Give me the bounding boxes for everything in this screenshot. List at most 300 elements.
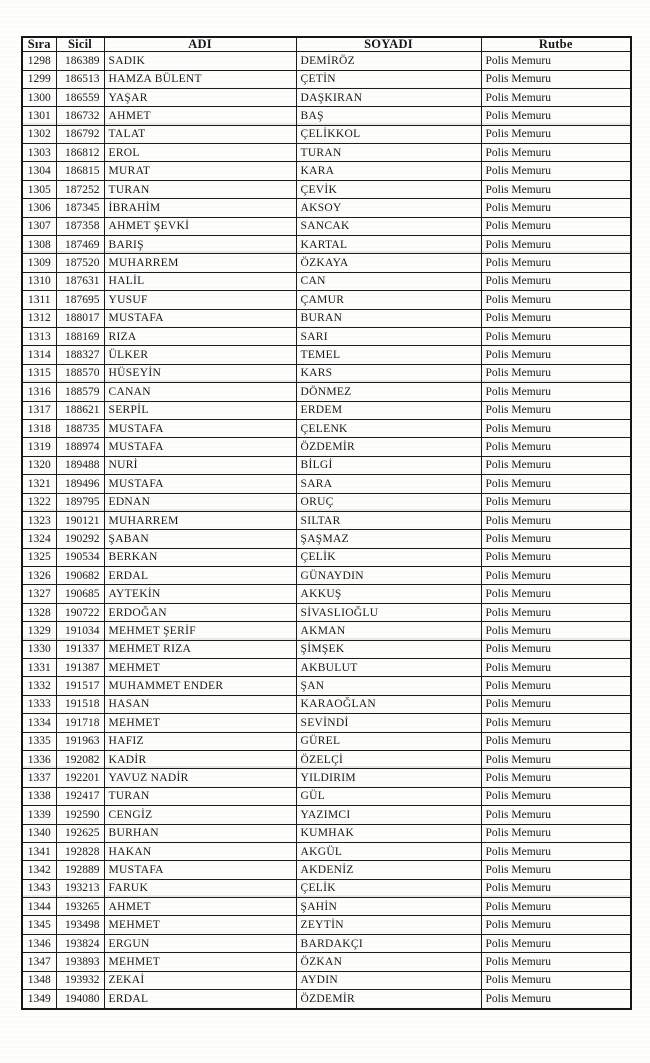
table-row <box>22 438 631 456</box>
cell-adi: MEHMET ŞERİF <box>104 622 296 640</box>
cell-sicil: 191718 <box>56 714 104 732</box>
table-row <box>22 511 631 529</box>
cell-adi: AHMET <box>104 898 296 916</box>
cell-adi: MUSTAFA <box>104 438 296 456</box>
cell-sicil: 193265 <box>56 898 104 916</box>
cell-soyadi: GÜREL <box>296 732 481 750</box>
cell-sicil: 192201 <box>56 769 104 787</box>
cell-sicil: 192590 <box>56 806 104 824</box>
cell-rutbe: Polis Memuru <box>481 475 631 493</box>
cell-adi: ERDAL <box>104 990 296 1009</box>
cell-soyadi: KARA <box>296 162 481 180</box>
cell-sira: 1300 <box>22 88 56 106</box>
cell-rutbe: Polis Memuru <box>481 603 631 621</box>
cell-rutbe: Polis Memuru <box>481 180 631 198</box>
cell-sicil: 190292 <box>56 530 104 548</box>
table-row <box>22 787 631 805</box>
cell-adi: YAVUZ NADİR <box>104 769 296 787</box>
cell-soyadi: KUMHAK <box>296 824 481 842</box>
table-row <box>22 769 631 787</box>
cell-adi: YUSUF <box>104 291 296 309</box>
cell-sicil: 190685 <box>56 585 104 603</box>
table-row <box>22 70 631 88</box>
cell-sira: 1347 <box>22 953 56 971</box>
cell-sira: 1333 <box>22 695 56 713</box>
cell-sira: 1304 <box>22 162 56 180</box>
cell-rutbe: Polis Memuru <box>481 70 631 88</box>
cell-soyadi: AKKUŞ <box>296 585 481 603</box>
table-row <box>22 990 631 1009</box>
cell-soyadi: AKBULUT <box>296 659 481 677</box>
cell-sira: 1316 <box>22 383 56 401</box>
table-row <box>22 916 631 934</box>
cell-adi: MEHMET <box>104 953 296 971</box>
cell-rutbe: Polis Memuru <box>481 567 631 585</box>
table-row <box>22 585 631 603</box>
column-header-sira: Sıra <box>22 37 56 52</box>
table-row <box>22 291 631 309</box>
cell-sira: 1312 <box>22 309 56 327</box>
cell-sira: 1331 <box>22 659 56 677</box>
cell-adi: MEHMET RIZA <box>104 640 296 658</box>
cell-soyadi: KARTAL <box>296 236 481 254</box>
table-row <box>22 898 631 916</box>
table-row <box>22 217 631 235</box>
cell-soyadi: AKGÜL <box>296 842 481 860</box>
cell-sicil: 192889 <box>56 861 104 879</box>
cell-soyadi: ÇEVİK <box>296 180 481 198</box>
cell-sicil: 194080 <box>56 990 104 1009</box>
table-row <box>22 88 631 106</box>
cell-soyadi: ÖZDEMİR <box>296 438 481 456</box>
cell-soyadi: ORUÇ <box>296 493 481 511</box>
cell-sicil: 186815 <box>56 162 104 180</box>
table-row <box>22 659 631 677</box>
table-row <box>22 493 631 511</box>
cell-rutbe: Polis Memuru <box>481 640 631 658</box>
cell-adi: AHMET <box>104 107 296 125</box>
cell-adi: AHMET ŞEVKİ <box>104 217 296 235</box>
table-row <box>22 162 631 180</box>
cell-sicil: 186513 <box>56 70 104 88</box>
cell-rutbe: Polis Memuru <box>481 695 631 713</box>
cell-adi: RIZA <box>104 327 296 345</box>
table-row <box>22 144 631 162</box>
cell-soyadi: ÖZELÇİ <box>296 750 481 768</box>
cell-rutbe: Polis Memuru <box>481 548 631 566</box>
cell-soyadi: SEVİNDİ <box>296 714 481 732</box>
table-row <box>22 971 631 989</box>
cell-adi: HAMZA BÜLENT <box>104 70 296 88</box>
cell-sicil: 188570 <box>56 364 104 382</box>
table-row <box>22 401 631 419</box>
cell-rutbe: Polis Memuru <box>481 585 631 603</box>
cell-sira: 1314 <box>22 346 56 364</box>
cell-adi: KADİR <box>104 750 296 768</box>
cell-sicil: 186792 <box>56 125 104 143</box>
cell-adi: BURHAN <box>104 824 296 842</box>
cell-soyadi: DÖNMEZ <box>296 383 481 401</box>
cell-rutbe: Polis Memuru <box>481 144 631 162</box>
cell-soyadi: BAŞ <box>296 107 481 125</box>
cell-rutbe: Polis Memuru <box>481 622 631 640</box>
cell-sira: 1342 <box>22 861 56 879</box>
cell-soyadi: SARA <box>296 475 481 493</box>
cell-sira: 1317 <box>22 401 56 419</box>
cell-sicil: 188621 <box>56 401 104 419</box>
cell-soyadi: TURAN <box>296 144 481 162</box>
cell-sira: 1328 <box>22 603 56 621</box>
cell-sicil: 190534 <box>56 548 104 566</box>
table-row <box>22 346 631 364</box>
cell-rutbe: Polis Memuru <box>481 456 631 474</box>
cell-sira: 1338 <box>22 787 56 805</box>
cell-soyadi: ZEYTİN <box>296 916 481 934</box>
cell-adi: HALİL <box>104 272 296 290</box>
cell-adi: YAŞAR <box>104 88 296 106</box>
cell-sira: 1322 <box>22 493 56 511</box>
table-row <box>22 309 631 327</box>
table-row <box>22 677 631 695</box>
cell-sicil: 187358 <box>56 217 104 235</box>
cell-sicil: 189488 <box>56 456 104 474</box>
table-row <box>22 52 631 70</box>
table-row <box>22 567 631 585</box>
cell-soyadi: ŞAŞMAZ <box>296 530 481 548</box>
cell-rutbe: Polis Memuru <box>481 419 631 437</box>
table-row <box>22 125 631 143</box>
cell-rutbe: Polis Memuru <box>481 953 631 971</box>
table-row <box>22 107 631 125</box>
cell-soyadi: SİVASLIOĞLU <box>296 603 481 621</box>
cell-sira: 1329 <box>22 622 56 640</box>
cell-adi: FARUK <box>104 879 296 897</box>
cell-rutbe: Polis Memuru <box>481 806 631 824</box>
cell-adi: MUHAMMET ENDER <box>104 677 296 695</box>
table-row <box>22 824 631 842</box>
cell-sira: 1305 <box>22 180 56 198</box>
cell-rutbe: Polis Memuru <box>481 272 631 290</box>
cell-sira: 1310 <box>22 272 56 290</box>
cell-sicil: 186559 <box>56 88 104 106</box>
cell-soyadi: YAZIMCI <box>296 806 481 824</box>
cell-sicil: 191387 <box>56 659 104 677</box>
cell-soyadi: ÇELENK <box>296 419 481 437</box>
cell-adi: MUSTAFA <box>104 861 296 879</box>
cell-sicil: 192082 <box>56 750 104 768</box>
cell-soyadi: BİLGİ <box>296 456 481 474</box>
table-row <box>22 879 631 897</box>
cell-sira: 1319 <box>22 438 56 456</box>
table-row <box>22 714 631 732</box>
table-row <box>22 934 631 952</box>
column-header-adi: ADI <box>104 37 296 52</box>
table-row <box>22 603 631 621</box>
cell-adi: MEHMET <box>104 659 296 677</box>
cell-adi: HAKAN <box>104 842 296 860</box>
cell-sicil: 187345 <box>56 199 104 217</box>
cell-sira: 1332 <box>22 677 56 695</box>
cell-sira: 1299 <box>22 70 56 88</box>
cell-sira: 1340 <box>22 824 56 842</box>
cell-sicil: 193213 <box>56 879 104 897</box>
cell-soyadi: AKSOY <box>296 199 481 217</box>
cell-sicil: 187631 <box>56 272 104 290</box>
cell-sicil: 188327 <box>56 346 104 364</box>
cell-soyadi: ŞAHİN <box>296 898 481 916</box>
cell-adi: MEHMET <box>104 916 296 934</box>
cell-sira: 1335 <box>22 732 56 750</box>
cell-adi: MUSTAFA <box>104 419 296 437</box>
cell-sira: 1344 <box>22 898 56 916</box>
cell-sira: 1346 <box>22 934 56 952</box>
cell-sira: 1301 <box>22 107 56 125</box>
cell-rutbe: Polis Memuru <box>481 364 631 382</box>
cell-adi: MURAT <box>104 162 296 180</box>
cell-sira: 1336 <box>22 750 56 768</box>
cell-sira: 1324 <box>22 530 56 548</box>
cell-sicil: 193893 <box>56 953 104 971</box>
table-row <box>22 622 631 640</box>
cell-adi: HÜSEYİN <box>104 364 296 382</box>
cell-sira: 1330 <box>22 640 56 658</box>
cell-rutbe: Polis Memuru <box>481 898 631 916</box>
cell-adi: EROL <box>104 144 296 162</box>
cell-soyadi: ERDEM <box>296 401 481 419</box>
cell-sicil: 186732 <box>56 107 104 125</box>
cell-soyadi: GÜNAYDIN <box>296 567 481 585</box>
table-row <box>22 750 631 768</box>
cell-sicil: 187695 <box>56 291 104 309</box>
cell-soyadi: ÇELİK <box>296 879 481 897</box>
cell-rutbe: Polis Memuru <box>481 787 631 805</box>
cell-sicil: 187520 <box>56 254 104 272</box>
cell-rutbe: Polis Memuru <box>481 769 631 787</box>
cell-adi: ZEKAİ <box>104 971 296 989</box>
cell-sicil: 192417 <box>56 787 104 805</box>
cell-soyadi: CAN <box>296 272 481 290</box>
cell-soyadi: KARS <box>296 364 481 382</box>
cell-soyadi: ÖZDEMİR <box>296 990 481 1009</box>
table-row <box>22 861 631 879</box>
cell-rutbe: Polis Memuru <box>481 824 631 842</box>
cell-sicil: 187252 <box>56 180 104 198</box>
cell-rutbe: Polis Memuru <box>481 309 631 327</box>
cell-sira: 1349 <box>22 990 56 1009</box>
cell-rutbe: Polis Memuru <box>481 383 631 401</box>
cell-sira: 1298 <box>22 52 56 70</box>
cell-rutbe: Polis Memuru <box>481 88 631 106</box>
cell-sicil: 190682 <box>56 567 104 585</box>
cell-sira: 1303 <box>22 144 56 162</box>
cell-sicil: 188579 <box>56 383 104 401</box>
cell-sira: 1339 <box>22 806 56 824</box>
cell-adi: NURİ <box>104 456 296 474</box>
cell-rutbe: Polis Memuru <box>481 199 631 217</box>
cell-adi: SERPİL <box>104 401 296 419</box>
cell-rutbe: Polis Memuru <box>481 934 631 952</box>
cell-soyadi: BURAN <box>296 309 481 327</box>
cell-soyadi: ÇELİKKOL <box>296 125 481 143</box>
table-row <box>22 695 631 713</box>
cell-rutbe: Polis Memuru <box>481 916 631 934</box>
cell-rutbe: Polis Memuru <box>481 750 631 768</box>
table-header <box>22 37 631 52</box>
column-header-soyadi: SOYADI <box>296 37 481 52</box>
cell-sira: 1345 <box>22 916 56 934</box>
cell-soyadi: DEMİRÖZ <box>296 52 481 70</box>
cell-sira: 1321 <box>22 475 56 493</box>
cell-sira: 1343 <box>22 879 56 897</box>
cell-sicil: 186389 <box>56 52 104 70</box>
cell-soyadi: ÖZKAYA <box>296 254 481 272</box>
cell-rutbe: Polis Memuru <box>481 438 631 456</box>
cell-sicil: 191034 <box>56 622 104 640</box>
cell-sicil: 192828 <box>56 842 104 860</box>
table-header-row <box>22 37 631 52</box>
cell-adi: ERDAL <box>104 567 296 585</box>
table-row <box>22 732 631 750</box>
cell-soyadi: AKDENİZ <box>296 861 481 879</box>
cell-rutbe: Polis Memuru <box>481 714 631 732</box>
table-row <box>22 180 631 198</box>
cell-adi: MEHMET <box>104 714 296 732</box>
cell-soyadi: YILDIRIM <box>296 769 481 787</box>
cell-adi: TURAN <box>104 787 296 805</box>
cell-soyadi: ŞİMŞEK <box>296 640 481 658</box>
cell-adi: CANAN <box>104 383 296 401</box>
cell-sicil: 193932 <box>56 971 104 989</box>
cell-soyadi: DAŞKIRAN <box>296 88 481 106</box>
cell-soyadi: KARAOĞLAN <box>296 695 481 713</box>
cell-adi: SADIK <box>104 52 296 70</box>
cell-soyadi: AKMAN <box>296 622 481 640</box>
cell-rutbe: Polis Memuru <box>481 879 631 897</box>
cell-rutbe: Polis Memuru <box>481 346 631 364</box>
cell-adi: EDNAN <box>104 493 296 511</box>
cell-sicil: 191337 <box>56 640 104 658</box>
table-row <box>22 530 631 548</box>
cell-sicil: 193824 <box>56 934 104 952</box>
cell-soyadi: ÇETİN <box>296 70 481 88</box>
cell-adi: ÜLKER <box>104 346 296 364</box>
table-row <box>22 364 631 382</box>
cell-rutbe: Polis Memuru <box>481 162 631 180</box>
table-row <box>22 419 631 437</box>
column-header-sicil: Sicil <box>56 37 104 52</box>
cell-soyadi: GÜL <box>296 787 481 805</box>
cell-sira: 1325 <box>22 548 56 566</box>
table-row <box>22 456 631 474</box>
cell-soyadi: AYDIN <box>296 971 481 989</box>
cell-rutbe: Polis Memuru <box>481 971 631 989</box>
table-row <box>22 327 631 345</box>
cell-soyadi: SILTAR <box>296 511 481 529</box>
cell-adi: TURAN <box>104 180 296 198</box>
cell-rutbe: Polis Memuru <box>481 530 631 548</box>
cell-rutbe: Polis Memuru <box>481 511 631 529</box>
cell-soyadi: BARDAKÇI <box>296 934 481 952</box>
cell-rutbe: Polis Memuru <box>481 990 631 1009</box>
cell-adi: TALAT <box>104 125 296 143</box>
cell-sicil: 193498 <box>56 916 104 934</box>
table-row <box>22 383 631 401</box>
table-row <box>22 272 631 290</box>
cell-sira: 1308 <box>22 236 56 254</box>
cell-sira: 1311 <box>22 291 56 309</box>
cell-sicil: 190121 <box>56 511 104 529</box>
cell-rutbe: Polis Memuru <box>481 52 631 70</box>
table-row <box>22 640 631 658</box>
cell-rutbe: Polis Memuru <box>481 254 631 272</box>
cell-sira: 1323 <box>22 511 56 529</box>
table-body <box>22 52 631 1009</box>
cell-adi: BERKAN <box>104 548 296 566</box>
cell-adi: BARIŞ <box>104 236 296 254</box>
cell-adi: MUSTAFA <box>104 475 296 493</box>
table-row <box>22 548 631 566</box>
cell-sicil: 187469 <box>56 236 104 254</box>
cell-rutbe: Polis Memuru <box>481 401 631 419</box>
cell-rutbe: Polis Memuru <box>481 493 631 511</box>
cell-soyadi: ÇELİK <box>296 548 481 566</box>
cell-adi: ERGUN <box>104 934 296 952</box>
cell-sira: 1337 <box>22 769 56 787</box>
cell-adi: İBRAHİM <box>104 199 296 217</box>
cell-sira: 1313 <box>22 327 56 345</box>
cell-sira: 1315 <box>22 364 56 382</box>
cell-sira: 1341 <box>22 842 56 860</box>
cell-sicil: 189496 <box>56 475 104 493</box>
table-row <box>22 236 631 254</box>
table-row <box>22 806 631 824</box>
cell-sicil: 186812 <box>56 144 104 162</box>
cell-soyadi: SARI <box>296 327 481 345</box>
cell-soyadi: SANCAK <box>296 217 481 235</box>
table-row <box>22 953 631 971</box>
cell-sicil: 191517 <box>56 677 104 695</box>
table-row <box>22 842 631 860</box>
cell-sira: 1334 <box>22 714 56 732</box>
cell-rutbe: Polis Memuru <box>481 125 631 143</box>
cell-sira: 1318 <box>22 419 56 437</box>
personnel-roster-table <box>21 36 632 1010</box>
table-row <box>22 199 631 217</box>
cell-soyadi: ŞAN <box>296 677 481 695</box>
cell-sira: 1307 <box>22 217 56 235</box>
cell-sicil: 188974 <box>56 438 104 456</box>
cell-adi: HASAN <box>104 695 296 713</box>
cell-sicil: 189795 <box>56 493 104 511</box>
cell-adi: ERDOĞAN <box>104 603 296 621</box>
cell-sira: 1320 <box>22 456 56 474</box>
cell-sira: 1326 <box>22 567 56 585</box>
table-row <box>22 254 631 272</box>
cell-rutbe: Polis Memuru <box>481 236 631 254</box>
cell-rutbe: Polis Memuru <box>481 217 631 235</box>
cell-soyadi: ÇAMUR <box>296 291 481 309</box>
cell-adi: MUHARREM <box>104 511 296 529</box>
cell-adi: HAFIZ <box>104 732 296 750</box>
cell-sira: 1327 <box>22 585 56 603</box>
cell-sicil: 188735 <box>56 419 104 437</box>
cell-adi: MUSTAFA <box>104 309 296 327</box>
cell-soyadi: TEMEL <box>296 346 481 364</box>
cell-sicil: 191963 <box>56 732 104 750</box>
cell-rutbe: Polis Memuru <box>481 842 631 860</box>
cell-sira: 1306 <box>22 199 56 217</box>
cell-rutbe: Polis Memuru <box>481 677 631 695</box>
